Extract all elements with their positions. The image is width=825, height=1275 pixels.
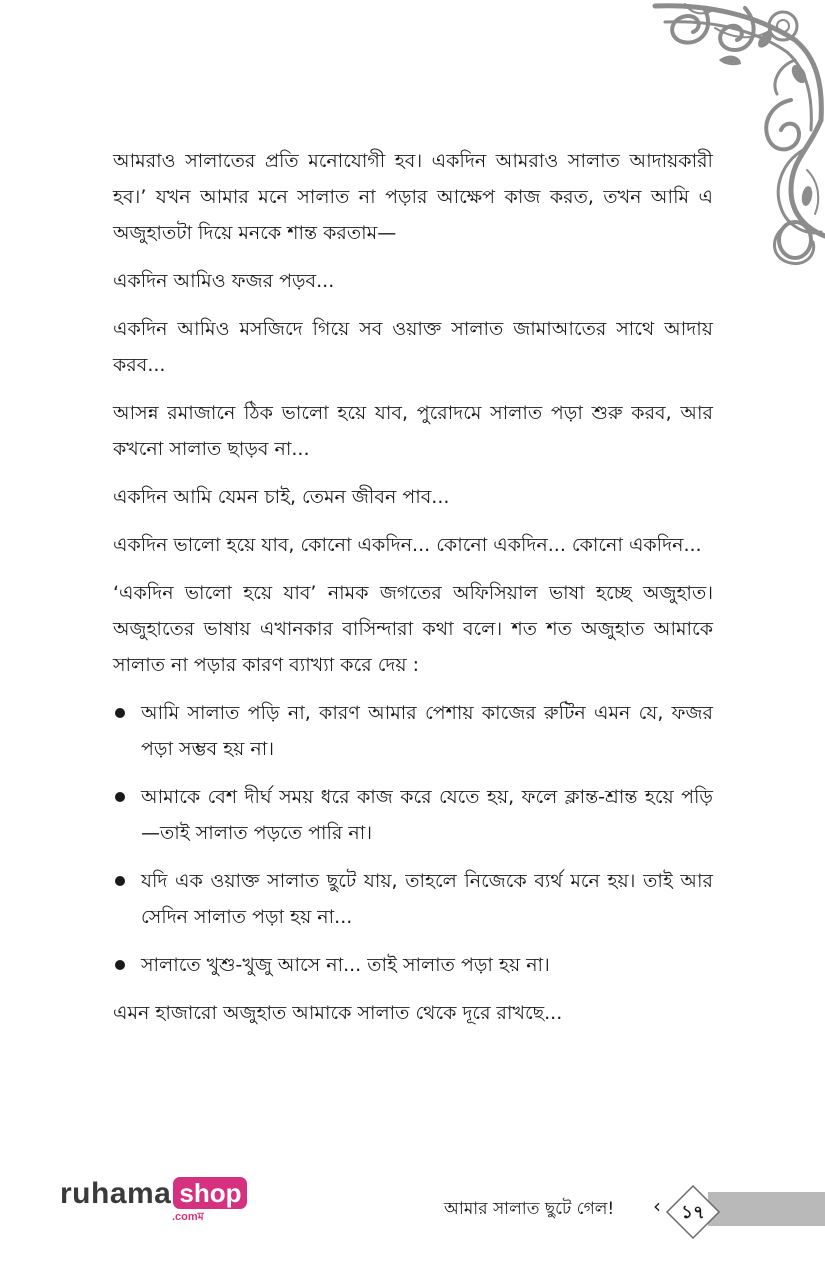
logo-shop-badge: shop <box>173 1177 247 1209</box>
ruhamashop-logo <box>60 1177 247 1223</box>
bullet-icon <box>115 876 125 886</box>
closing-paragraph: এমন হাজারো অজুহাত আমাকে সালাত থেকে দূরে রাখছে... <box>113 1002 563 1024</box>
bullet-icon <box>115 792 125 802</box>
paragraph: আমরাও সালাতের প্রতি মনোযোগী হব। একদিন আমরাও সালাত আদায়কারী হব।’ যখন আমার মনে সালাত না পড়ার আক্ষেপ কাজ করত, তখন আমি এ অজুহাতটা দিয়ে মনকে শান্ত করতাম— <box>113 150 713 244</box>
paragraph: ‘একদিন ভালো হয়ে যাব’ নামক জগতের অফিসিয়াল ভাষা হচ্ছে অজুহাত। অজুহাতের ভাষায় এখানকার বাসিন্দারা কথা বলে। শত শত অজুহাত আমাকে সালাত না পড়ার কারণ ব্যাখ্যা করে দেয় : <box>113 582 713 676</box>
paragraph: একদিন ভালো হয়ে যাব, কোনো একদিন... কোনো একদিন... কোনো একদিন... <box>113 534 702 556</box>
list-item-text: যদি এক ওয়াক্ত সালাত ছুটে যায়, তাহলে নিজেকে ব্যর্থ মনে হয়। তাই আর সেদিন সালাত পড়া হয় না... <box>141 870 713 928</box>
chevron-left-icon: ‹ <box>653 1194 661 1218</box>
footer-band <box>708 1192 825 1226</box>
paragraph: একদিন আমিও মসজিদে গিয়ে সব ওয়াক্ত সালাত জামাআতের সাথে আদায় করব... <box>113 318 713 376</box>
list-item <box>113 863 713 935</box>
list-item-text: আমি সালাত পড়ি না, কারণ আমার পেশায় কাজের রুটিন এমন যে, ফজর পড়া সম্ভব হয় না। <box>141 702 713 760</box>
paragraph: একদিন আমিও ফজর পড়ব... <box>113 270 335 292</box>
list-item <box>113 779 713 851</box>
list-item-text: আমাকে বেশ দীর্ঘ সময় ধরে কাজ করে যেতে হয়, ফলে ক্লান্ত-শ্রান্ত হয়ে পড়ি—তাই সালাত পড়তে পারি না। <box>141 786 713 844</box>
paragraph: আসন্ন রমাজানে ঠিক ভালো হয়ে যাব, পুরোদমে সালাত পড়া শুরু করব, আর কখনো সালাত ছাড়ব না... <box>113 402 713 460</box>
running-footer-title: আমার সালাত ছুটে গেল! <box>444 1199 615 1219</box>
excuse-list <box>113 695 713 983</box>
list-item <box>113 947 713 983</box>
logo-domain: .comম <box>172 1211 204 1223</box>
bullet-icon <box>115 960 125 970</box>
logo-text: ruhama <box>60 1177 172 1210</box>
list-item-text: সালাতে খুশু-খুজু আসে না... তাই সালাত পড়া হয় না। <box>141 954 550 976</box>
list-item <box>113 695 713 767</box>
page-content <box>113 143 713 1043</box>
page-number: ১৭ <box>681 1202 705 1223</box>
bullet-icon <box>115 708 125 718</box>
paragraph: একদিন আমি যেমন চাই, তেমন জীবন পাব... <box>113 486 450 508</box>
